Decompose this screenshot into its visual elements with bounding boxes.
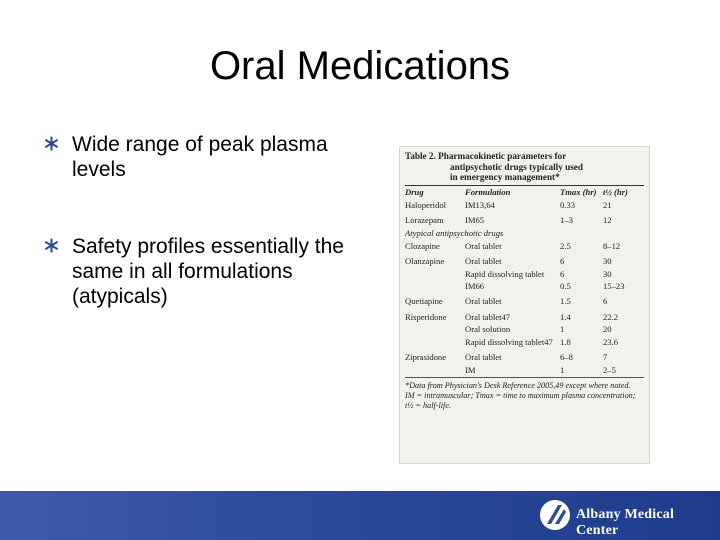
- cell-tmax: 1.5: [560, 296, 571, 307]
- cell-thalf: 30: [603, 268, 612, 279]
- cell-drug: [405, 324, 465, 337]
- cell-drug: Haloperidol: [405, 200, 447, 210]
- typical-rows: [405, 200, 644, 228]
- cell-thalf: 22.2: [603, 311, 619, 322]
- cell-formulation: Rapid dissolving tablet47: [465, 337, 553, 347]
- cell-tmax: 1: [560, 364, 565, 375]
- caption-line-1: Pharmacokinetic parameters for: [438, 151, 567, 161]
- footnote-line-1: *Data from Physician's Desk Reference 2005,49 except where noted.: [405, 381, 631, 391]
- caption-prefix: Table 2.: [405, 151, 436, 161]
- caption-line-2: antipsychotic drugs typically used: [450, 161, 583, 172]
- section-label: Atypical antipsychotic drugs: [405, 227, 504, 238]
- table-row: [405, 200, 644, 213]
- table-row: [405, 349, 644, 364]
- table-row: [405, 365, 644, 378]
- table-row: [405, 253, 644, 268]
- pk-table: [405, 186, 644, 377]
- cell-drug: Ziprasidone: [405, 352, 447, 363]
- logo-text: Albany Medical Center: [576, 507, 675, 538]
- cell-drug: [405, 281, 465, 294]
- table-row: [405, 309, 644, 324]
- table-row: [405, 293, 644, 308]
- cell-drug: Clozapine: [405, 240, 440, 251]
- cell-tmax: 1: [560, 324, 565, 335]
- cell-thalf: 8–12: [603, 240, 621, 251]
- table-footnote: [405, 381, 644, 411]
- header-formulation: Formulation: [465, 186, 511, 197]
- asterisk-bullet-icon: [44, 238, 59, 253]
- cell-formulation: Oral solution: [465, 324, 511, 335]
- cell-formulation: Rapid dissolving tablet: [465, 268, 545, 279]
- cell-tmax: 1.4: [560, 311, 571, 322]
- cell-formulation: IM66: [465, 281, 485, 292]
- cell-drug: Quetiapine: [405, 296, 443, 307]
- pharmacokinetic-table-image: [399, 146, 650, 464]
- cell-drug: Risperidone: [405, 311, 447, 322]
- table-row: [405, 337, 644, 350]
- cell-drug: [405, 365, 465, 378]
- cell-thalf: 23.6: [603, 337, 619, 347]
- cell-thalf: 7: [603, 352, 608, 363]
- asterisk-bullet-icon: [44, 136, 59, 151]
- table-row: [405, 240, 644, 253]
- table-row: [405, 324, 644, 337]
- cell-formulation: Oral tablet: [465, 296, 502, 307]
- cell-thalf: 21: [603, 200, 612, 210]
- cell-tmax: 6–8: [560, 352, 573, 363]
- bullet-text: Safety profiles essentially the same in all formulations (atypicals): [72, 235, 344, 308]
- cell-tmax: 1.8: [560, 337, 571, 347]
- cell-thalf: 30: [603, 255, 612, 266]
- cell-tmax: 6: [560, 268, 565, 279]
- cell-formulation: Oral tablet: [465, 240, 502, 251]
- header-thalf: t½ (hr): [603, 186, 628, 197]
- section-row: [405, 228, 644, 241]
- cell-formulation: IM: [465, 364, 476, 375]
- cell-tmax: 2.5: [560, 240, 571, 251]
- cell-tmax: 6: [560, 255, 565, 266]
- cell-thalf: 12: [603, 215, 612, 226]
- table-row: [405, 268, 644, 281]
- cell-formulation: IM65: [465, 215, 485, 226]
- bullet-text: Wide range of peak plasma levels: [72, 133, 328, 181]
- cell-formulation: Oral tablet47: [465, 311, 511, 322]
- slide-title: Oral Medications: [209, 44, 511, 88]
- cell-drug: [405, 268, 465, 281]
- cell-formulation: Oral tablet: [465, 255, 502, 266]
- table-header-row: [405, 186, 644, 200]
- table-row: [405, 281, 644, 294]
- cell-tmax: 1–3: [560, 215, 573, 226]
- cell-thalf: 2–5: [603, 364, 616, 375]
- bullet-item: [44, 132, 374, 182]
- table-bottom-rule: [405, 377, 644, 378]
- bullet-list: [44, 132, 374, 309]
- cell-thalf: 15–23: [603, 281, 625, 292]
- header-tmax: Tmax (hr): [560, 186, 597, 197]
- cell-tmax: 0.33: [560, 200, 576, 210]
- bullet-item: [44, 234, 374, 309]
- cell-thalf: 6: [603, 296, 608, 307]
- footnote-line-2: IM = intramuscular; Tmax = time to maximum plasma concentration; t½ = half-life.: [405, 391, 636, 410]
- table-caption: [405, 151, 644, 183]
- cell-drug: Lorazepam: [405, 215, 444, 226]
- table-row: [405, 212, 644, 227]
- cell-formulation: IM13,64: [465, 200, 495, 210]
- cell-drug: Olanzapine: [405, 255, 445, 266]
- cell-drug: [405, 337, 465, 350]
- caption-line-3: in emergency management*: [450, 172, 560, 183]
- cell-tmax: 0.5: [560, 281, 571, 292]
- atypical-rows: [405, 240, 644, 377]
- cell-formulation: Oral tablet: [465, 352, 502, 363]
- cell-thalf: 20: [603, 324, 612, 335]
- header-drug: Drug: [405, 186, 424, 197]
